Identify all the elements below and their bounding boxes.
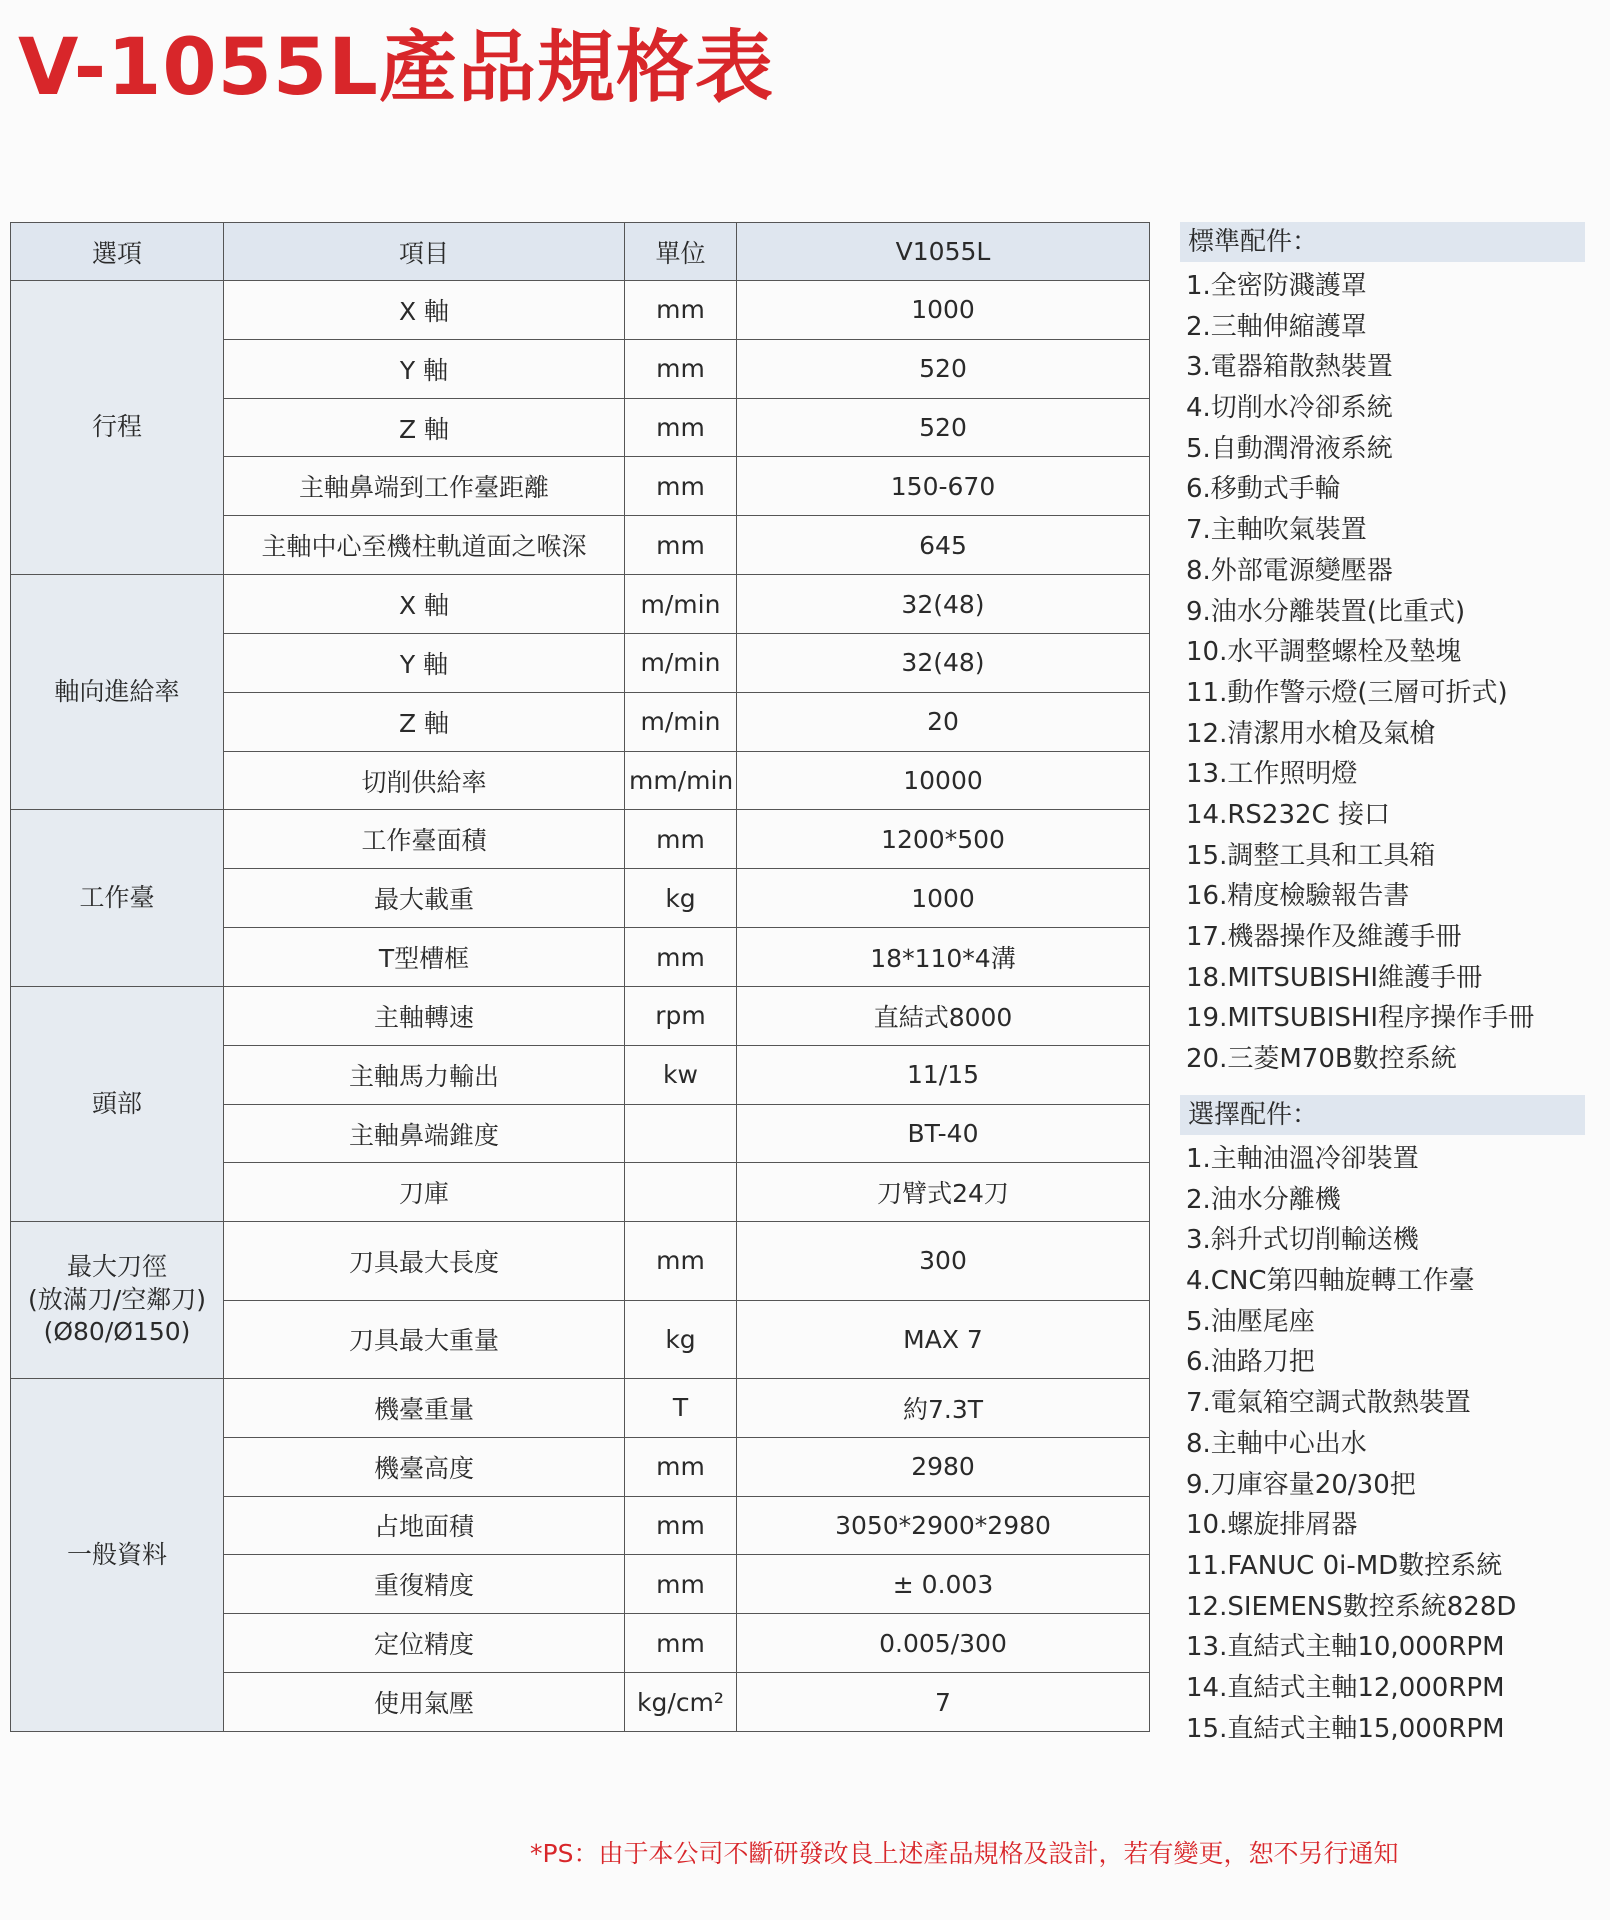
spec-table — [10, 222, 1150, 1732]
value-cell: 3050*2900*2980 — [737, 1496, 1150, 1555]
value-cell: 直結式8000 — [737, 986, 1150, 1045]
value-cell: 約7.3T — [737, 1378, 1150, 1437]
list-item: 19.MITSUBISHI程序操作手冊 — [1186, 1003, 1535, 1034]
value-cell: 32(48) — [737, 575, 1150, 634]
item-cell: 刀具最大重量 — [224, 1300, 625, 1378]
unit-cell: mm — [625, 928, 737, 987]
list-item: 18.MITSUBISHI維護手冊 — [1186, 962, 1483, 993]
list-item: 1.全密防濺護罩 — [1186, 271, 1367, 301]
unit-cell: m/min — [625, 575, 737, 634]
value-cell: 32(48) — [737, 633, 1150, 692]
unit-cell: kg — [625, 869, 737, 928]
list-item: 17.機器操作及維護手冊 — [1186, 922, 1462, 952]
category-cell: 一般資料 — [11, 1378, 224, 1731]
list-item: 4.CNC第四軸旋轉工作臺 — [1186, 1266, 1475, 1297]
table-row — [11, 986, 1150, 1045]
item-cell: Z 軸 — [224, 398, 625, 457]
value-cell: 520 — [737, 339, 1150, 398]
optional-accessories-heading: 選擇配件： — [1180, 1095, 1585, 1135]
unit-cell: mm — [625, 810, 737, 869]
spec-table-body — [11, 281, 1150, 1732]
unit-cell: m/min — [625, 692, 737, 751]
unit-cell: mm — [625, 339, 737, 398]
list-item: 3.電器箱散熱裝置 — [1186, 352, 1393, 383]
list-item: 5.油壓尾座 — [1186, 1306, 1315, 1337]
item-cell: 使用氣壓 — [224, 1673, 625, 1732]
unit-cell: kw — [625, 1045, 737, 1104]
list-item: 14.RS232C 接口 — [1186, 799, 1390, 830]
item-cell: 機臺高度 — [224, 1437, 625, 1496]
item-cell: 重復精度 — [224, 1555, 625, 1614]
list-item: 4.切削水冷卻系統 — [1186, 393, 1393, 424]
value-cell: 2980 — [737, 1437, 1150, 1496]
list-item: 6.油路刀把 — [1186, 1347, 1315, 1378]
item-cell: 占地面積 — [224, 1496, 625, 1555]
item-cell: 定位精度 — [224, 1614, 625, 1673]
unit-cell: mm — [625, 398, 737, 457]
item-cell: 最大載重 — [224, 869, 625, 928]
item-cell: 刀具最大長度 — [224, 1222, 625, 1300]
list-item: 8.外部電源變壓器 — [1186, 555, 1393, 586]
unit-cell: kg/cm² — [625, 1673, 737, 1732]
list-item: 10.螺旋排屑器 — [1186, 1510, 1358, 1541]
item-cell: 刀庫 — [224, 1163, 625, 1222]
page-title: V-1055L產品規格表 — [18, 23, 774, 113]
list-item: 9.油水分離裝置(比重式) — [1186, 596, 1466, 627]
value-cell: MAX 7 — [737, 1300, 1150, 1378]
list-item: 12.SIEMENS數控系統828D — [1186, 1591, 1517, 1622]
item-cell: 主軸鼻端到工作臺距離 — [224, 457, 625, 516]
value-cell: 300 — [737, 1222, 1150, 1300]
list-item: 6.移動式手輪 — [1186, 474, 1341, 505]
value-cell: 1000 — [737, 281, 1150, 340]
unit-cell: mm — [625, 1496, 737, 1555]
optional-accessories-list — [1180, 1095, 1585, 1749]
list-item: 9.刀庫容量20/30把 — [1186, 1469, 1416, 1500]
unit-cell: mm — [625, 516, 737, 575]
category-cell: 工作臺 — [11, 810, 224, 986]
header-item: 項目 — [224, 223, 625, 281]
unit-cell: rpm — [625, 986, 737, 1045]
item-cell: 主軸轉速 — [224, 986, 625, 1045]
category-cell: 頭部 — [11, 986, 224, 1221]
list-item: 1.主軸油溫冷卻裝置 — [1186, 1144, 1419, 1174]
item-cell: 主軸鼻端錐度 — [224, 1104, 625, 1163]
unit-cell: mm — [625, 1555, 737, 1614]
footer-note: *PS：由于本公司不斷研發改良上述產品規格及設計，若有變更，恕不另行通知 — [530, 1839, 1399, 1868]
list-item: 11.FANUC 0i-MD數控系統 — [1186, 1550, 1503, 1581]
unit-cell: mm — [625, 1437, 737, 1496]
list-item: 7.主軸吹氣裝置 — [1186, 515, 1367, 546]
value-cell: 18*110*4溝 — [737, 928, 1150, 987]
list-item: 16.精度檢驗報告書 — [1186, 881, 1410, 912]
item-cell: Y 軸 — [224, 633, 625, 692]
item-cell: 工作臺面積 — [224, 810, 625, 869]
unit-cell: mm — [625, 1614, 737, 1673]
list-item: 5.自動潤滑液系統 — [1186, 433, 1393, 464]
table-row — [11, 575, 1150, 634]
unit-cell — [625, 1104, 737, 1163]
item-cell: 主軸中心至機柱軌道面之喉深 — [224, 516, 625, 575]
list-item: 13.工作照明燈 — [1186, 759, 1358, 790]
table-row — [11, 281, 1150, 340]
category-cell: 最大刀徑 (放滿刀/空鄰刀) (Ø80/Ø150) — [11, 1222, 224, 1379]
list-item: 13.直結式主軸10,000RPM — [1186, 1632, 1505, 1663]
list-item: 7.電氣箱空調式散熱裝置 — [1186, 1388, 1471, 1419]
header-model: V1055L — [737, 223, 1150, 281]
standard-accessories-list — [1180, 222, 1585, 1080]
value-cell: 520 — [737, 398, 1150, 457]
value-cell: BT-40 — [737, 1104, 1150, 1163]
item-cell: X 軸 — [224, 575, 625, 634]
value-cell: ± 0.003 — [737, 1555, 1150, 1614]
header-category: 選項 — [11, 223, 224, 281]
unit-cell: T — [625, 1378, 737, 1437]
item-cell: X 軸 — [224, 281, 625, 340]
list-item: 12.清潔用水槍及氣槍 — [1186, 718, 1436, 749]
unit-cell: mm — [625, 1222, 737, 1300]
unit-cell: mm — [625, 457, 737, 516]
unit-cell: kg — [625, 1300, 737, 1378]
table-header-row — [11, 223, 1150, 281]
item-cell: 切削供給率 — [224, 751, 625, 810]
category-cell: 軸向進給率 — [11, 575, 224, 810]
list-item: 15.調整工具和工具箱 — [1186, 840, 1436, 871]
value-cell: 10000 — [737, 751, 1150, 810]
value-cell: 1000 — [737, 869, 1150, 928]
item-cell: 主軸馬力輸出 — [224, 1045, 625, 1104]
table-row — [11, 1222, 1150, 1300]
value-cell: 1200*500 — [737, 810, 1150, 869]
list-item: 2.油水分離機 — [1186, 1184, 1341, 1215]
item-cell: Y 軸 — [224, 339, 625, 398]
table-row — [11, 1378, 1150, 1437]
list-item: 8.主軸中心出水 — [1186, 1428, 1367, 1459]
unit-cell: mm — [625, 281, 737, 340]
list-item: 11.動作警示燈(三層可折式) — [1186, 677, 1508, 708]
value-cell: 0.005/300 — [737, 1614, 1150, 1673]
list-item: 15.直結式主軸15,000RPM — [1186, 1713, 1505, 1744]
list-item: 2.三軸伸縮護罩 — [1186, 311, 1367, 342]
item-cell: Z 軸 — [224, 692, 625, 751]
list-item: 3.斜升式切削輸送機 — [1186, 1225, 1419, 1256]
value-cell: 645 — [737, 516, 1150, 575]
unit-cell: mm/min — [625, 751, 737, 810]
value-cell: 7 — [737, 1673, 1150, 1732]
item-cell: T型槽框 — [224, 928, 625, 987]
header-unit: 單位 — [625, 223, 737, 281]
value-cell: 11/15 — [737, 1045, 1150, 1104]
table-row — [11, 810, 1150, 869]
value-cell: 150-670 — [737, 457, 1150, 516]
item-cell: 機臺重量 — [224, 1378, 625, 1437]
list-item: 14.直結式主軸12,000RPM — [1186, 1672, 1505, 1703]
unit-cell — [625, 1163, 737, 1222]
list-item: 20.三菱M70B數控系統 — [1186, 1044, 1457, 1075]
category-cell: 行程 — [11, 281, 224, 575]
list-item: 10.水平調整螺栓及墊塊 — [1186, 637, 1462, 668]
standard-accessories-heading: 標準配件： — [1180, 222, 1585, 262]
unit-cell: m/min — [625, 633, 737, 692]
value-cell: 刀臂式24刀 — [737, 1163, 1150, 1222]
value-cell: 20 — [737, 692, 1150, 751]
